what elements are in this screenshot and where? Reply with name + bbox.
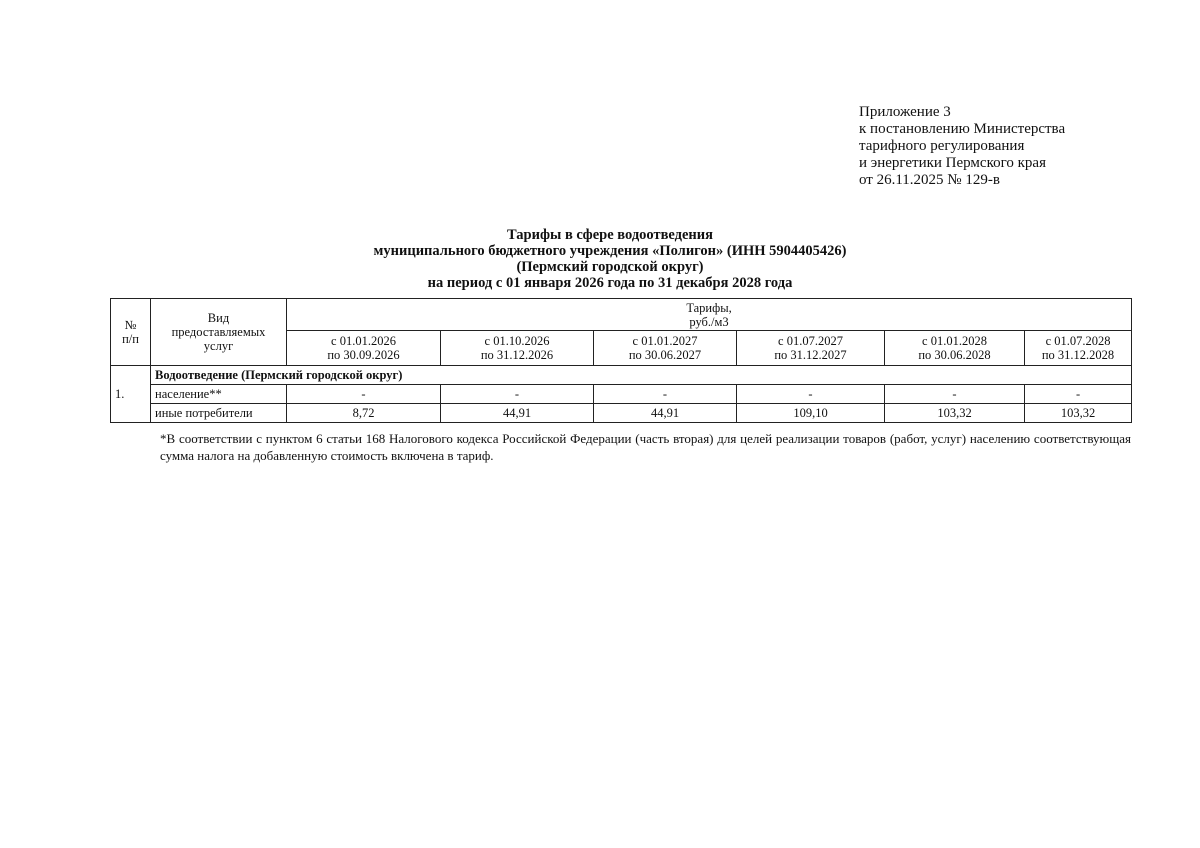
num-header: [111, 299, 151, 366]
tariff-cell: 8,72: [287, 404, 441, 423]
tariff-cell: 103,32: [885, 404, 1025, 423]
tariff-cell: -: [594, 385, 737, 404]
period-to: по 30.06.2028: [918, 348, 991, 362]
tariffs-header-line: руб./м3: [689, 314, 729, 329]
tariff-cell: -: [441, 385, 594, 404]
tariff-cell: -: [737, 385, 885, 404]
period-to: по 30.09.2026: [327, 348, 400, 362]
period-from: с 01.01.2028: [922, 334, 987, 348]
tariffs-table: [110, 298, 1132, 423]
title-line: на период с 01 января 2026 года по 31 декабря 2028 года: [427, 275, 793, 291]
period-from: с 01.10.2026: [484, 334, 550, 348]
period-header: [441, 331, 594, 366]
appendix-block: [859, 104, 1065, 189]
tariff-cell: 103,32: [1025, 404, 1132, 423]
period-header: [1025, 331, 1132, 366]
tariff-cell: 44,91: [441, 404, 594, 423]
appendix-line: от 26.11.2025 № 129-в: [859, 172, 1000, 188]
tariff-cell: -: [1025, 385, 1132, 404]
section-row: [111, 366, 1132, 385]
period-header: [287, 331, 441, 366]
appendix-line: к постановлению Министерства: [859, 121, 1066, 137]
document-title: [300, 227, 920, 291]
period-header: [594, 331, 737, 366]
appendix-line: Приложение 3: [859, 104, 951, 120]
period-to: по 31.12.2028: [1041, 348, 1115, 362]
appendix-line: тарифного регулирования: [859, 138, 1025, 154]
period-to: по 31.12.2027: [774, 348, 847, 362]
period-from: с 01.07.2028: [1045, 334, 1111, 348]
service-header-line: Вид: [207, 311, 230, 325]
table-row: [111, 404, 1132, 423]
service-header: [151, 299, 287, 366]
footnote-text: *В соответствии с пунктом 6 статьи 168 Налогового кодекса Российской Федерации (часть вторая) для целей реализации товаров (работ, услуг) населению соответствующая сумма налога на добавленную стоимость включена в тариф.: [160, 431, 1131, 463]
period-to: по 30.06.2027: [628, 348, 702, 362]
tariff-cell: 44,91: [594, 404, 737, 423]
period-from: с 01.01.2027: [632, 334, 698, 348]
section-title: Водоотведение (Пермский городской округ): [151, 366, 1132, 385]
tariff-cell: -: [287, 385, 441, 404]
title-line: Тарифы в сфере водоотведения: [507, 227, 713, 243]
row-number: 1.: [111, 366, 151, 423]
tariff-cell: -: [885, 385, 1025, 404]
footnote: [110, 430, 1131, 464]
tariffs-header: [287, 299, 1132, 331]
header-row: [111, 299, 1132, 331]
num-header-line: п/п: [122, 332, 139, 346]
period-header: [737, 331, 885, 366]
title-line: (Пермский городской округ): [516, 259, 704, 275]
period-header: [885, 331, 1025, 366]
tariffs-header-line: Тарифы,: [686, 300, 732, 315]
period-from: с 01.01.2026: [331, 334, 396, 348]
row-label: население**: [151, 385, 287, 404]
row-label: иные потребители: [151, 404, 287, 423]
tariff-cell: 109,10: [737, 404, 885, 423]
num-header-line: №: [124, 318, 137, 332]
table-row: [111, 385, 1132, 404]
title-line: муниципального бюджетного учреждения «Полигон» (ИНН 5904405426): [373, 243, 847, 259]
period-from: с 01.07.2027: [778, 334, 843, 348]
service-header-line: предоставляемых: [171, 325, 266, 339]
appendix-line: и энергетики Пермского края: [859, 155, 1046, 171]
service-header-line: услуг: [203, 339, 234, 353]
period-to: по 31.12.2026: [480, 348, 554, 362]
